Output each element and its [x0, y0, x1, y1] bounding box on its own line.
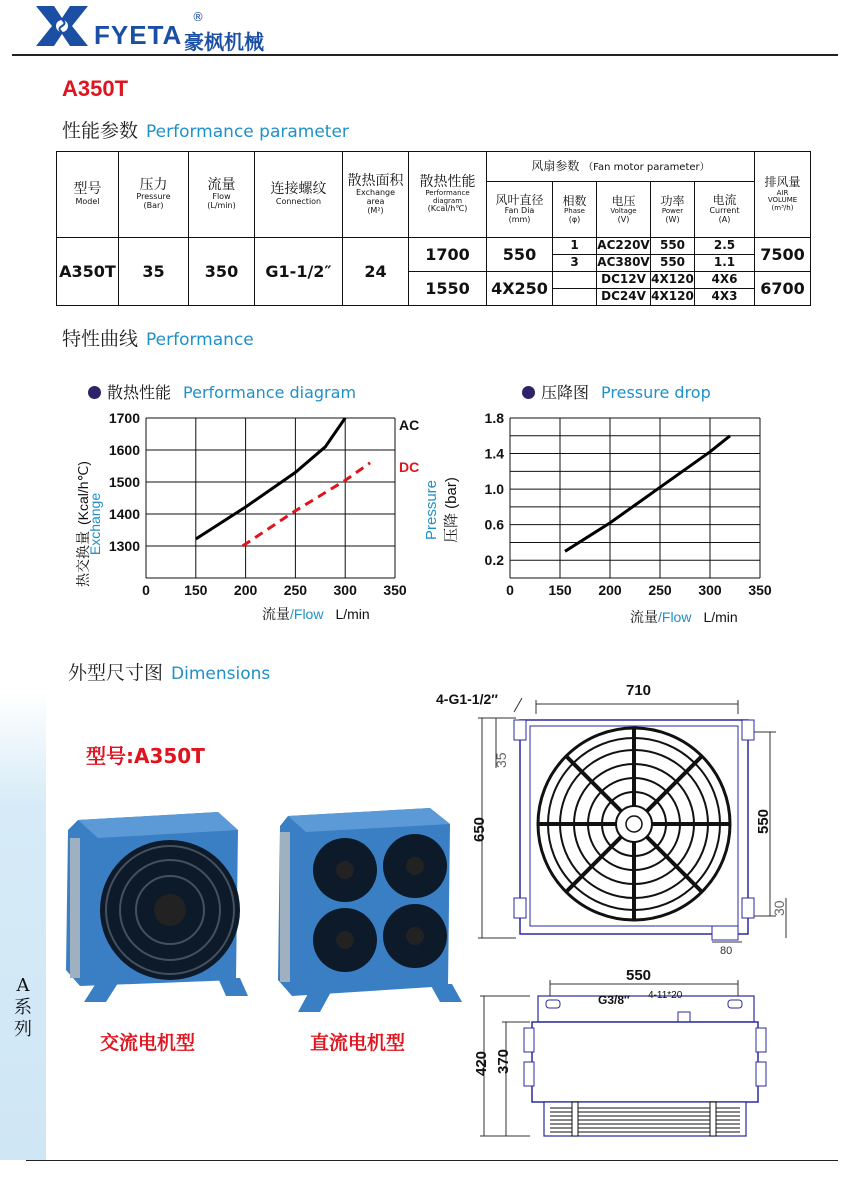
ylabel-unit: (bar) [443, 477, 460, 509]
y-tick-label: 1700 [108, 410, 140, 426]
bullet-icon [88, 386, 101, 399]
dim-420: 420 [473, 1050, 490, 1076]
header-unit: (W) [665, 214, 680, 224]
holes-label: 4-11*20 [648, 990, 683, 1001]
ylabel-unit: (Kcal/h℃) [75, 461, 91, 525]
cell-power: 550 [651, 255, 695, 272]
series-letter: A [16, 975, 30, 996]
legend-title-cn: 压降图 [541, 383, 590, 402]
dim-35: 35 [493, 752, 509, 768]
x-tick-label: 250 [648, 582, 672, 598]
section-title-cn: 外型尺寸图 [68, 662, 164, 684]
x-axis-label [262, 606, 370, 622]
cell-perf-dc: 1550 [409, 272, 487, 306]
thread-label: 4-G1-1/2″ [436, 691, 498, 707]
series-line-ac [196, 418, 345, 539]
dim-550-top: 550 [626, 967, 652, 984]
header-connection [255, 152, 343, 238]
dim-370: 370 [495, 1048, 512, 1074]
xlabel-en: Flow [661, 609, 692, 625]
header-label: 压力 [139, 177, 168, 193]
x-tick-label: 0 [506, 582, 514, 598]
xlabel-en: Flow [293, 606, 324, 622]
cell-phase: 1 [553, 238, 597, 255]
side-strip [0, 690, 46, 1160]
series-line-dc [243, 463, 371, 546]
section-heading-params [62, 116, 349, 143]
cell-current: 1.1 [695, 255, 755, 272]
header-air-volume [755, 152, 811, 238]
header-label-en: Power [661, 206, 684, 215]
port-label: G3/8″ [598, 993, 630, 1007]
header-label-en: Fan Dia [504, 206, 535, 216]
y-tick-label: 1500 [108, 474, 140, 490]
dim-550: 550 [755, 808, 772, 834]
cell-dia-dc: 4X250 [487, 272, 553, 306]
registered-mark: ® [192, 10, 204, 24]
header-label: 散热性能 [419, 173, 476, 190]
page-title: A350T [62, 76, 129, 101]
header-label: 型号 [73, 181, 102, 198]
section-title-cn: 特性曲线 [62, 328, 139, 350]
top-view-drawing [460, 962, 780, 1148]
header-divider [12, 54, 838, 56]
brand-logo-icon [34, 4, 90, 48]
header-label-en: Pressure [136, 192, 171, 202]
x-tick-label: 250 [283, 582, 308, 598]
dim-30: 30 [771, 900, 787, 916]
y-tick-label: 0.6 [484, 516, 504, 533]
y-tick-label: 1300 [108, 538, 140, 554]
header-current [695, 182, 755, 238]
cell-model: A350T [57, 238, 119, 306]
header-label: 流量 [207, 177, 236, 193]
header-label: 风叶直径 [495, 193, 544, 208]
xlabel-unit: L/min [703, 609, 738, 625]
x-tick-label: 300 [698, 582, 722, 598]
y-tick-label: 1.0 [484, 481, 504, 498]
xlabel-cn: 流量 [262, 606, 290, 622]
cell-voltage: DC12V [597, 272, 651, 289]
y-tick-label: 1600 [108, 442, 140, 458]
xlabel-unit: L/min [335, 606, 370, 622]
header-label-en: VOLUME [767, 196, 798, 205]
header-area [343, 152, 409, 238]
cell-phase [553, 289, 597, 306]
header-label-en: Performance [425, 189, 470, 198]
header-label: 电压 [611, 193, 636, 208]
cell-air-dc: 6700 [755, 272, 811, 306]
x-tick-label: 350 [383, 582, 407, 598]
y-axis-label [423, 477, 460, 543]
cell-power: 4X120 [651, 289, 695, 306]
header-label-en: AIR [776, 188, 789, 197]
x-tick-label: 150 [548, 582, 572, 598]
header-unit: (V) [617, 214, 630, 224]
section-heading-curves [62, 324, 254, 351]
section-heading-dims [68, 658, 270, 685]
cell-current: 2.5 [695, 238, 755, 255]
series-text: 列 [14, 1019, 32, 1040]
header-label: 连接螺纹 [270, 181, 327, 198]
cell-dia-ac: 550 [487, 238, 553, 272]
cell-phase: 3 [553, 255, 597, 272]
header-label: 电流 [712, 193, 737, 208]
y-tick-label: 1400 [108, 506, 140, 522]
cell-perf-ac: 1700 [409, 238, 487, 272]
y-tick-label: 1.8 [484, 410, 504, 426]
header-voltage [597, 182, 651, 238]
footer-divider [26, 1160, 838, 1161]
dim-710: 710 [626, 682, 652, 699]
header-unit: (mm) [508, 215, 531, 225]
ylabel-en: Exchange [87, 492, 103, 556]
cell-voltage: DC24V [597, 289, 651, 306]
header-unit: (m³/h) [771, 203, 794, 212]
header-phase [553, 182, 597, 238]
chart-legend-pressure [522, 380, 711, 403]
dim-80: 80 [720, 945, 733, 957]
header-unit: (φ) [568, 214, 581, 224]
series-label-ac: AC [399, 417, 420, 433]
cell-phase [553, 272, 597, 289]
header-label-en: area [366, 196, 385, 206]
section-title-en: Dimensions [171, 664, 271, 684]
brand-name: FYETA [94, 20, 183, 50]
y-tick-label: 0.2 [484, 552, 504, 569]
x-axis-label [630, 609, 738, 625]
cell-air-ac: 7500 [755, 238, 811, 272]
cell-connection: G1-1/2″ [255, 238, 343, 306]
dc-caption: 直流电机型 [310, 1032, 406, 1054]
x-tick-label: 150 [184, 582, 208, 598]
dim-650: 650 [471, 816, 488, 842]
header-unit: (Bar) [143, 201, 164, 211]
header-label: 功率 [660, 193, 685, 208]
header-unit: (Kcal/h℃) [427, 204, 468, 214]
header-label-en: （Fan motor parameter） [583, 161, 710, 173]
cell-power: 550 [651, 238, 695, 255]
x-tick-label: 300 [333, 582, 357, 598]
header-fan-dia [487, 182, 553, 238]
ylabel-en: Pressure [423, 479, 440, 541]
header-label-en: Model [75, 196, 100, 206]
ylabel-cn: 热交换量 [75, 530, 91, 587]
header-label: 相数 [562, 193, 587, 208]
header-label-en: Voltage [610, 206, 637, 215]
x-tick-label: 200 [598, 582, 622, 598]
chart-ticks [109, 410, 407, 598]
series-label-dc: DC [399, 459, 420, 475]
ac-caption: 交流电机型 [100, 1032, 196, 1054]
header-model [57, 152, 119, 238]
section-title-en: Performance [146, 330, 254, 350]
header-label-en: Connection [275, 196, 322, 206]
header-label-en: Exchange [355, 188, 396, 197]
header-flow [189, 152, 255, 238]
table-row [57, 238, 811, 255]
svg-text:压降(bar) [443, 477, 460, 543]
section-title-en: Performance parameter [146, 122, 349, 142]
header-label: 散热面积 [347, 172, 404, 189]
series-text: 系 [14, 997, 32, 1018]
cell-current: 4X6 [695, 272, 755, 289]
cell-pressure: 35 [119, 238, 189, 306]
legend-title-en: Performance diagram [183, 383, 357, 402]
series-sidebar-label [10, 975, 36, 1041]
x-tick-label: 200 [233, 582, 258, 598]
cell-power: 4X120 [651, 272, 695, 289]
x-tick-label: 350 [748, 582, 772, 598]
header-unit: (L/min) [207, 201, 236, 211]
performance-chart [60, 406, 440, 638]
header-label-en: Current [709, 206, 740, 216]
xlabel-sep: / [290, 606, 294, 622]
bullet-icon [522, 386, 535, 399]
cell-current: 4X3 [695, 289, 755, 306]
cell-voltage: AC220V [597, 238, 651, 255]
front-view-drawing [430, 676, 802, 960]
cell-voltage: AC380V [597, 255, 651, 272]
header-label: 风扇参数 [531, 158, 580, 173]
xlabel-cn: 流量 [630, 609, 658, 625]
header-label-en: Flow [212, 192, 231, 202]
xlabel-sep: / [658, 609, 662, 625]
y-tick-label: 1.4 [484, 445, 504, 462]
legend-title-en: Pressure drop [601, 383, 711, 402]
spec-table [56, 151, 811, 306]
header-unit: (A) [718, 215, 731, 225]
table-header-row [57, 152, 811, 182]
chart-legend-performance [88, 380, 356, 403]
brand-name-cn: 豪枫机械 [184, 30, 264, 54]
chart-grid [146, 418, 395, 578]
y-axis-label [75, 461, 103, 587]
header-pressure [119, 152, 189, 238]
section-title-cn: 性能参数 [62, 120, 139, 142]
ac-unit-image [58, 790, 258, 1010]
header-label-en: diagram [432, 196, 463, 205]
model-label: 型号:A350T [86, 744, 205, 768]
x-tick-label: 0 [142, 582, 150, 598]
header-unit: (M²) [367, 205, 384, 215]
header-label: 排风量 [764, 175, 801, 190]
header-performance [409, 152, 487, 238]
legend-title-cn: 散热性能 [107, 383, 172, 402]
header-fan [487, 152, 755, 182]
ylabel-cn: 压降 [443, 512, 460, 543]
pressure-drop-chart [414, 406, 794, 638]
cell-flow: 350 [189, 238, 255, 306]
cell-area: 24 [343, 238, 409, 306]
header-power [651, 182, 695, 238]
header-label-en: Phase [564, 206, 585, 215]
